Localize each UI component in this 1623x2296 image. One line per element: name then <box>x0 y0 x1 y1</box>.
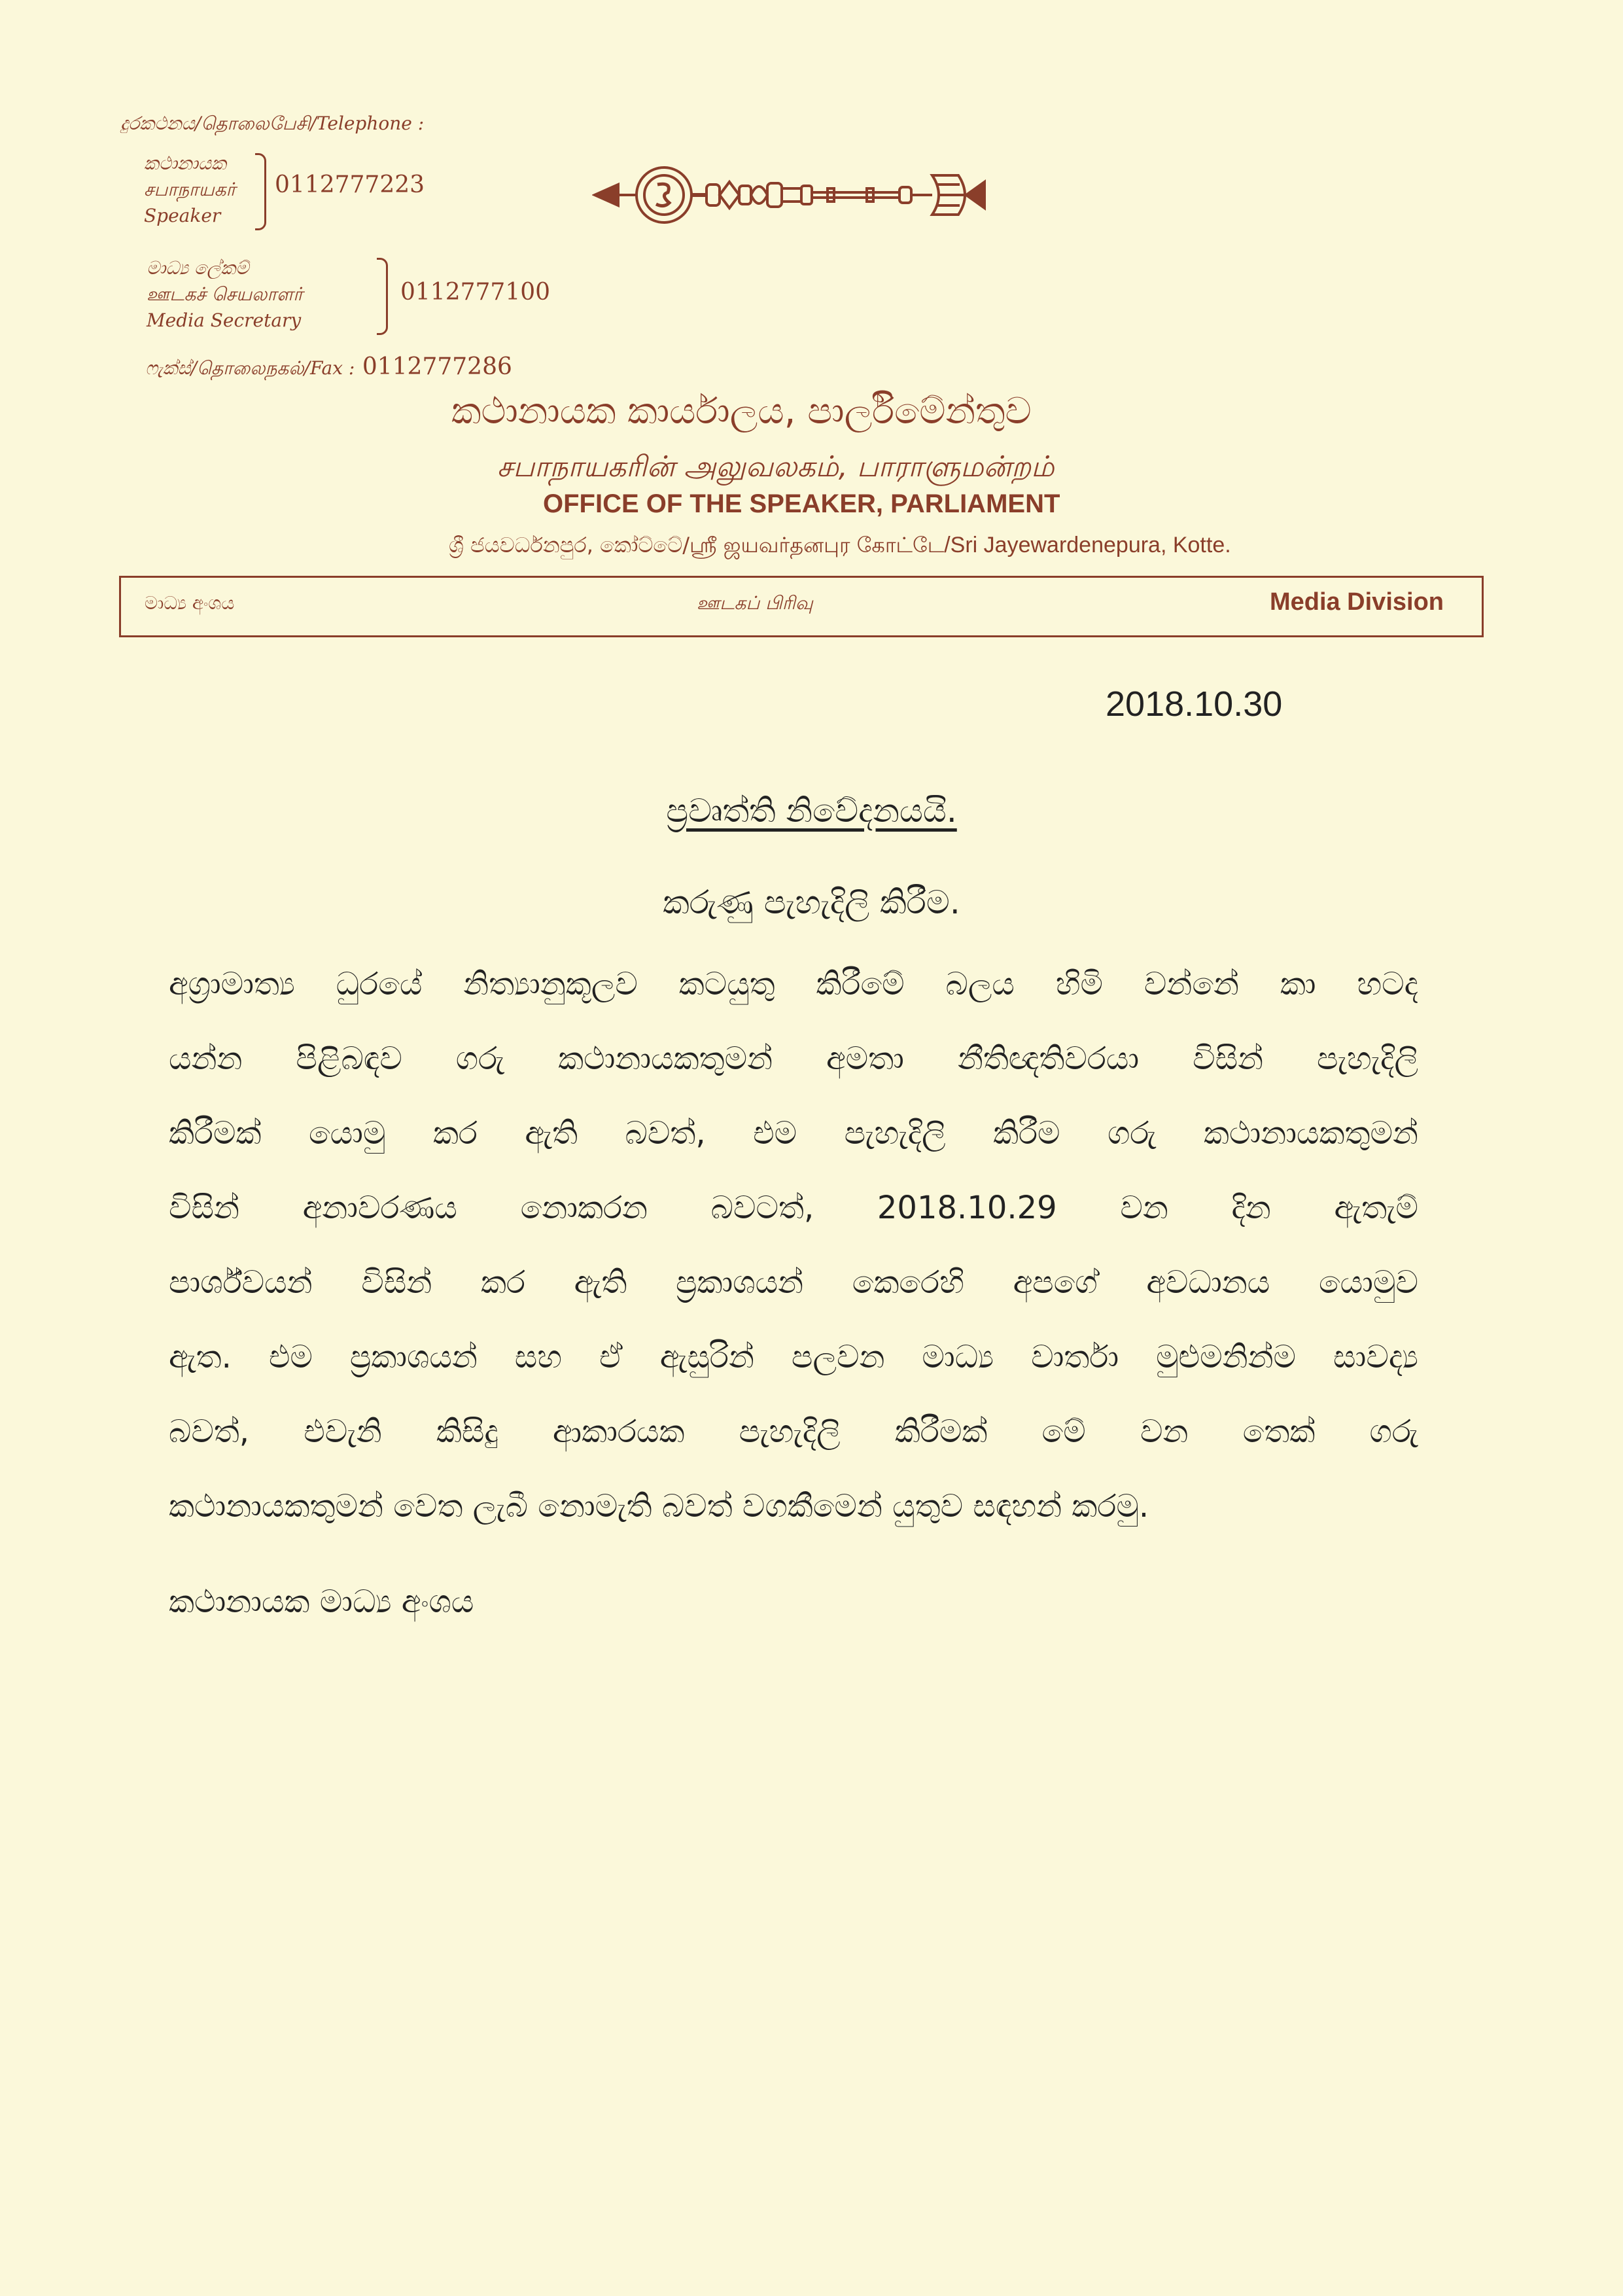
office-name-tamil: சபாநாயகரின் அலுவலகம், பாராளுமன்றம் <box>497 450 1055 484</box>
division-label-sinhala: මාධ්‍ය අංශය <box>145 592 235 614</box>
document-title: ප්‍රවෘත්ති නිවේදනයයි. <box>666 792 957 830</box>
signature-block: කථානායක මාධ්‍ය අංශය <box>169 1583 474 1620</box>
body-line: කිරීමක් යොමු කර ඇති බවත්, එම පැහැදිලි කිරීම ගරු කථානායකතුමන් <box>169 1115 1418 1152</box>
media-secretary-bracket <box>377 258 388 335</box>
office-name-sinhala: කථානායක කාර්යාලය, පාර්ලිමේන්තුව <box>451 390 1032 433</box>
document-date: 2018.10.30 <box>1106 684 1283 724</box>
speaker-labels <box>144 150 236 229</box>
fax-number: 0112777286 <box>362 353 512 380</box>
office-address <box>449 533 1231 560</box>
document-body <box>169 961 1418 1557</box>
office-address-local: ශ්‍රී ජයවර්ධනපුර, කෝට්ටේ/ஸ்ரீ ஜயவர்தனபுர கோட்டே <box>449 533 945 557</box>
body-line: ඇත. එම ප්‍රකාශයන් සහ ඒ ඇසුරින් පලවන මාධ්‍ය වාර්තා මුළුමනින්ම සාවද්‍ය <box>169 1339 1418 1375</box>
office-address-english: /Sri Jayewardenepura, Kotte. <box>944 533 1231 557</box>
fax-line <box>145 353 512 381</box>
telephone-heading: දුරකථනය/தொலைபேசி/Telephone : <box>120 113 425 134</box>
speaker-phone-number: 0112777223 <box>275 171 425 198</box>
media-secretary-labels <box>147 255 303 334</box>
media-division-box <box>119 576 1484 637</box>
document-subtitle: කරුණු පැහැදිලි කිරීම. <box>663 883 960 921</box>
body-line: පාර්ශ්වයන් විසින් කර ඇති ප්‍රකාශයන් කෙරෙහි අපගේ අවධානය යොමුව <box>169 1264 1418 1301</box>
media-secretary-contact <box>147 255 551 334</box>
parliament-mace-emblem-icon <box>592 156 988 234</box>
body-line: කථානායකතුමන් වෙත ලැබී නොමැති බවත් වගකීමෙන් යුතුව සඳහන් කරමු. <box>169 1488 1149 1525</box>
media-secretary-label-english: Media Secretary <box>147 309 302 331</box>
division-label-english: Media Division <box>1269 588 1444 616</box>
speaker-label-sinhala: කථානායක <box>144 152 226 174</box>
body-line: බවත්, එවැනි කිසිදු ආකාරයක පැහැදිලි කිරීමක් මේ වන තෙක් ගරු <box>169 1413 1418 1450</box>
speaker-bracket <box>255 153 266 230</box>
body-line: යන්න පිළිබඳව ගරු කථානායකතුමන් අමතා නීතිඥතිවරයා විසින් පැහැදිලි <box>169 1040 1418 1077</box>
body-line: අග්‍රාමාත්‍ය ධුරයේ නිත්‍යානුකූලව කටයුතු කිරීමේ බලය හිමි වන්නේ කා හටද <box>169 966 1418 1002</box>
division-label-tamil: ஊடகப் பிரிவு <box>697 592 813 614</box>
body-line: විසින් අනාවරණය නොකරන බවටත්, 2018.10.29 වන දින ඇතැම් <box>169 1190 1418 1226</box>
speaker-label-english: Speaker <box>144 205 221 226</box>
fax-label: ෆැක්ස්/தொலைநகல்/Fax : <box>145 357 355 379</box>
speaker-contact <box>144 150 425 229</box>
media-secretary-label-sinhala: මාධ්‍ය ලේකම් <box>147 257 249 279</box>
media-secretary-phone-number: 0112777100 <box>400 279 551 306</box>
speaker-label-tamil: சபாநாயகர் <box>144 179 236 200</box>
media-secretary-label-tamil: ஊடகச் செயலாளர் <box>147 283 303 305</box>
office-name-english: OFFICE OF THE SPEAKER, PARLIAMENT <box>543 489 1060 518</box>
